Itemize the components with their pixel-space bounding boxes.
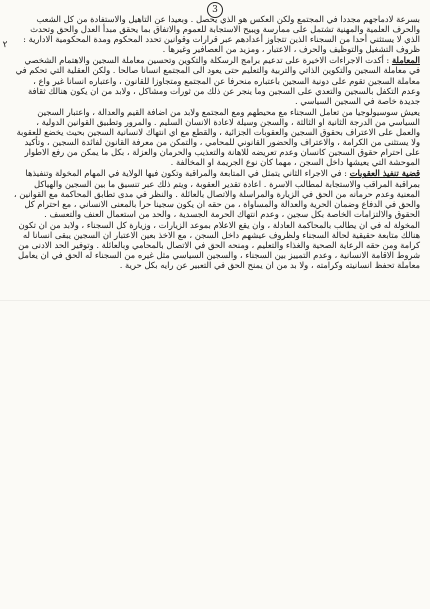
paragraph-intro xyxy=(12,14,420,54)
section-heading-sentence-execution: قضية تنفيذ العقوبات xyxy=(349,168,420,179)
document-body xyxy=(12,14,420,271)
paragraph-text: بسرعة لادماجهم مجددا في المجتمع ولكن العكس هو الذي يحصل . وبعيدا عن التاهيل والاستفادة من كل الشعب والحرف العلمية والمهنية تشتمل على ممارسة ويبيح الاستجابة للعموم والاتفاق بما يحقق مبدأ العدل والحق وتحدث الذي لا يستثني أحدا من السجناء الذين تتجاوز أعدادهم عبر قرارات وقوانين تحدد المحكوم ومدة المحكومية الادارية : ظروف التشغيل والتوظيف والحرف ، الاعتبار ، ومزيد من العصافير وغيرها . xyxy=(23,14,420,55)
paper-fold-line xyxy=(0,300,430,301)
paragraph-political-prisoner xyxy=(12,107,420,168)
paragraph-sentence-execution xyxy=(12,168,420,218)
corner-mark: ٢ xyxy=(2,39,9,51)
paragraph-treatment xyxy=(12,55,420,105)
paragraph-text: يعيش سوسيولوجيا من تعامل السجناء مع محيطهم ومع المجتمع ولابد من اضافة القيم والعدالة ، واعتبار السجين السياسي من الدرجة الثانية او الثالثة ، والسجن وسيلة لاعادة الانسان السليم . والمرور وتطبيق القوانين الدولية ، والعمل على الاعتراف بحقوق السجين والعقوبات الجزائية ، والقطع مع اي انتهاك لانسانية السجين بحيث يخضع للعقوبة ولا يستثنى من الكرامة ، والاعتراف والحضور القانوني للمحامي ، والتمكن من معرفة القانون لفائدة السجين ، وتأكيد على احترام حقوق السجين كانسان وعدم تعريضه للاهانة والتعذيب والحرمان والعزلة ، بكل ما يمكن من رفع الاطوار الموحشة التي يعيشها داخل السجن ، مهما كان نوع الجريمة او المخالفة . xyxy=(16,106,420,168)
page-number: 3 xyxy=(207,2,223,18)
paragraph-text: : في الاجراء الثاني يتمثل في المتابعة والمراقبة وتكون فيها الولاية في المهام المخولة وتنفيذها بمراقبة المراقب والاستجابة لمطالب الاسرة . اعادة تقدير العقوبة ، ويتم ذلك عبر تنسيق ما بين السجين والهياكل المعنية وعدم حرمانه من الحق في الزيارة والمراسلة والاتصال بالعائلة . والنظر في مدى تطابق المحاكمة مع القوانين ، والحق في الدفاع وضمان الحرية والعدالة والمساواة ، من حقه ان يكون سجينا حرا بالمعنى الانساني ، مع احترام كل الحقوق والالتزامات الخاصة بكل سجين ، وعدم انتهاك الحرمة الجسدية ، والحد من استعمال العنف والتعسف . xyxy=(13,168,420,219)
paragraph-text: : أكدت الاجراءات الاخيرة على تدعيم برامج الرسكلة والتكوين وتحسين معاملة السجين والاهتمام الشخصي في معاملة السجين والتكوين الذاتي والتربية والتعليم حتى يعود الى المجتمع انسانا صالحا . ولكن العقلية التي تحكم في معاملة السجين تقوم على دونية السجين باعتباره منحرفا عن المجتمع ومتجاوزا للقانون ، واعتباره انسانا غير واع ، وعدم التكفل بالسجين والتعدي على السجين وما ينجر عن ذلك من ثورات ومشاكل ، ولابد من ان يكون هنالك ثقافة جديدة خاصة في السجين السياسي . xyxy=(15,55,420,106)
paragraph-closing xyxy=(12,220,420,270)
section-heading-treatment: المعاملة xyxy=(391,55,420,66)
paragraph-text: المخولة له في ان يطالب بالمحاكمة العادلة ، وان يقع الاعلام بموعد الزيارات ، وزيارة كل السجناء ، ولابد من ان تكون هنالك متابعة حقيقية لحالة السجناء ولظروف عيشهم داخل السجن ، مع الاخذ بعين الاعتبار ان السجين يبقى انسانا له كرامة ومن حقه الرعاية الصحية والغذاء والتعليم ، ومنحه الحق في الاتصال بالمحامي وبالعائلة . وتوفير الحد الادنى من شروط الاقامة الانسانية ، وعدم التمييز بين السجناء ، والسجين السياسي مثل غيره من السجناء له الحق في ان يعامل معاملة تحفظ انسانيته وكرامته ، ولا بد من ان يمنح الحق في التعبير عن رايه بكل حرية . xyxy=(18,219,420,271)
